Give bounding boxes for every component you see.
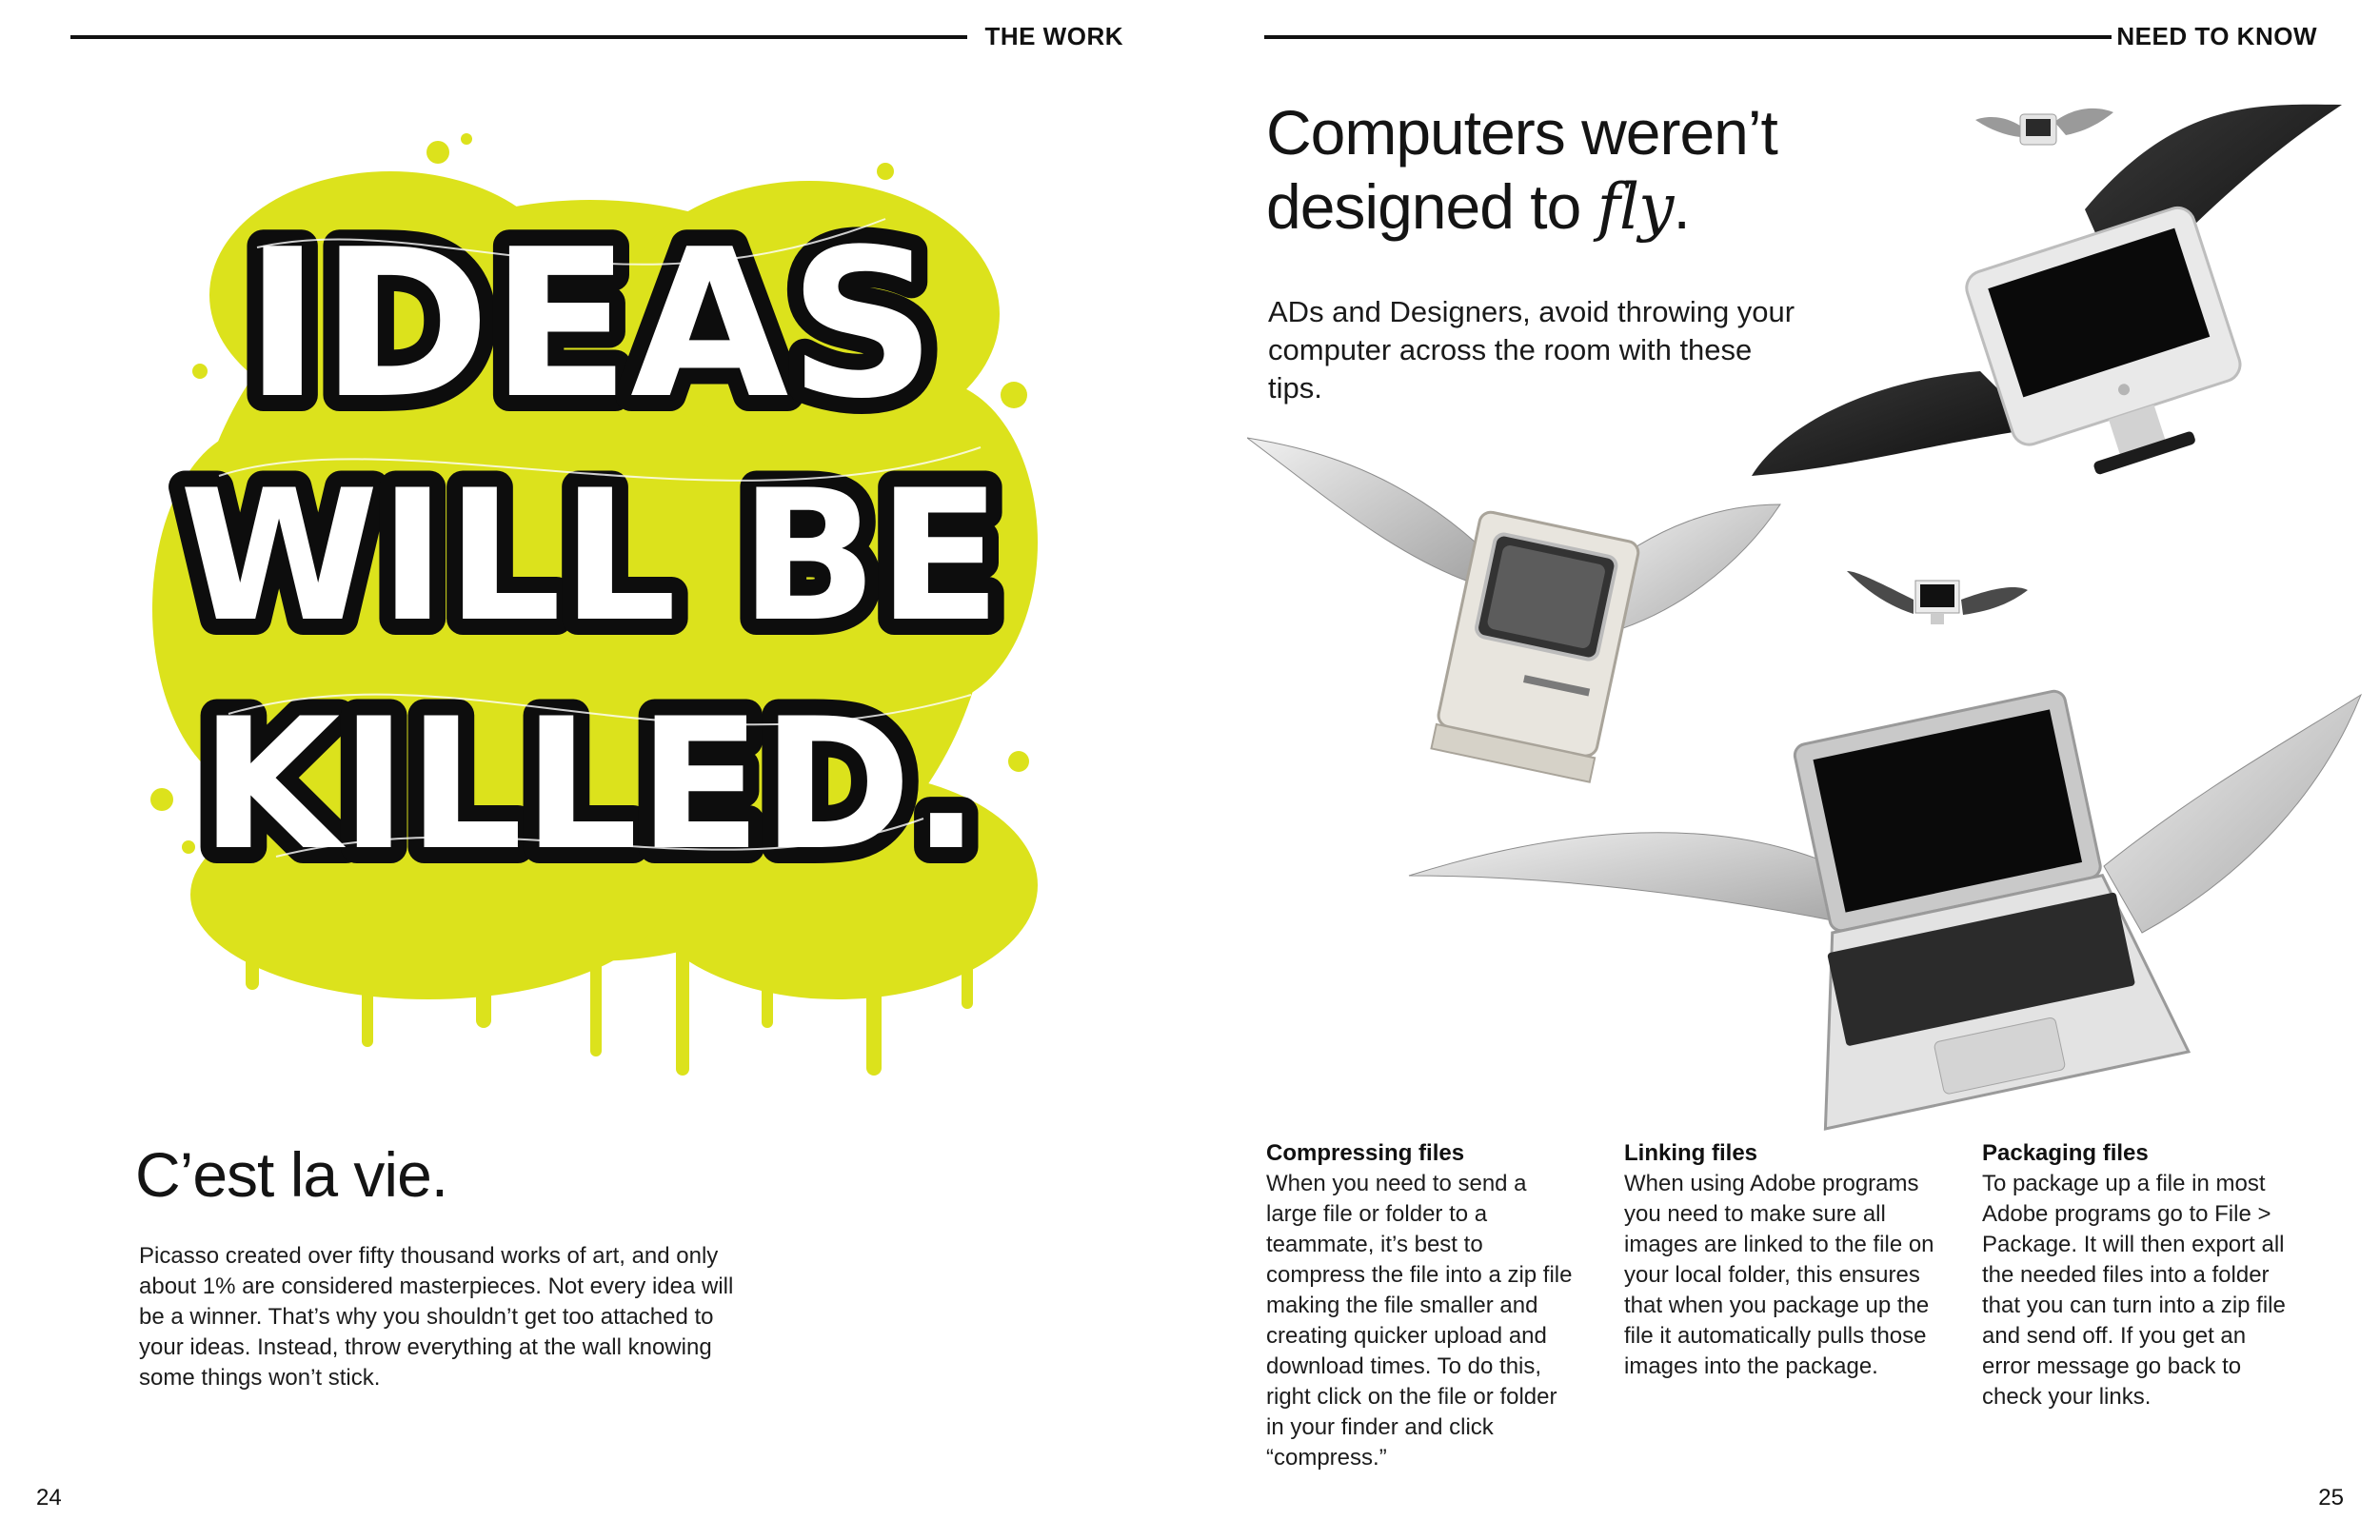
page-number: 24 bbox=[36, 1485, 62, 1510]
graffiti-line-3: KILLED. bbox=[200, 680, 981, 890]
page-heading: C’est la vie. bbox=[135, 1139, 448, 1210]
subhead: ADs and Designers, avoid throwing your computer across the room with these tips. bbox=[1268, 295, 1795, 405]
headline-accent-word: fly bbox=[1597, 170, 1674, 244]
body-paragraph: Picasso created over fifty thousand works of art, and only about 1% are considered masterpieces. Not every idea will be a winner. That’s why you shouldn’t get too attached to your ideas. Instead, throw everything at the wall knowing some things won’t stick. bbox=[139, 1243, 734, 1391]
graffiti-artwork bbox=[143, 133, 1038, 1076]
headline-period: . bbox=[1673, 171, 1690, 242]
section-header-right bbox=[1264, 22, 2317, 50]
headline-text: Computers weren’t designed to bbox=[1266, 97, 1777, 242]
section-label: THE WORK bbox=[984, 22, 1123, 50]
tip-packaging-files bbox=[1982, 1138, 2296, 1412]
tip-title: Packaging files bbox=[1982, 1140, 2149, 1166]
graffiti-line-1: IDEAS bbox=[244, 205, 937, 444]
tip-body: When using Adobe programs you need to make sure all images are linked to the file on your local folder, this ensures that when you package up the file it automatically pulls those images into the package. bbox=[1624, 1171, 1934, 1379]
section-rule bbox=[70, 35, 967, 39]
winged-imac-icon bbox=[1752, 105, 2342, 496]
small-winged-computer-icon bbox=[1975, 109, 2113, 145]
section-label: NEED TO KNOW bbox=[2116, 22, 2317, 50]
page-number: 25 bbox=[2318, 1485, 2344, 1510]
tip-body: To package up a file in most Adobe programs go to File > Package. It will then export all the needed files into a folder that you can turn into a zip file and send off. If you get an error message go back to check your links. bbox=[1982, 1171, 2286, 1410]
tip-title: Compressing files bbox=[1266, 1140, 1465, 1166]
winged-macintosh-icon bbox=[1247, 438, 1780, 782]
right-page bbox=[1190, 0, 2380, 1540]
graffiti-lettering bbox=[179, 205, 1001, 890]
section-header-left bbox=[70, 22, 1123, 50]
flying-computers-illustration bbox=[1247, 86, 2380, 1133]
tip-title: Linking files bbox=[1624, 1140, 1758, 1166]
tip-compressing-files bbox=[1266, 1138, 1580, 1473]
small-winged-computer-icon bbox=[1847, 571, 2028, 624]
tip-linking-files bbox=[1624, 1138, 1938, 1382]
section-rule bbox=[1264, 35, 2112, 39]
graffiti-line-2: WILL BE bbox=[179, 451, 1002, 661]
tip-body: When you need to send a large file or folder to a teammate, it’s best to compress the file into a zip file making the file smaller and creating quicker upload and download times. To do this, right click on the file or folder in your finder and click “compress.” bbox=[1266, 1171, 1573, 1471]
